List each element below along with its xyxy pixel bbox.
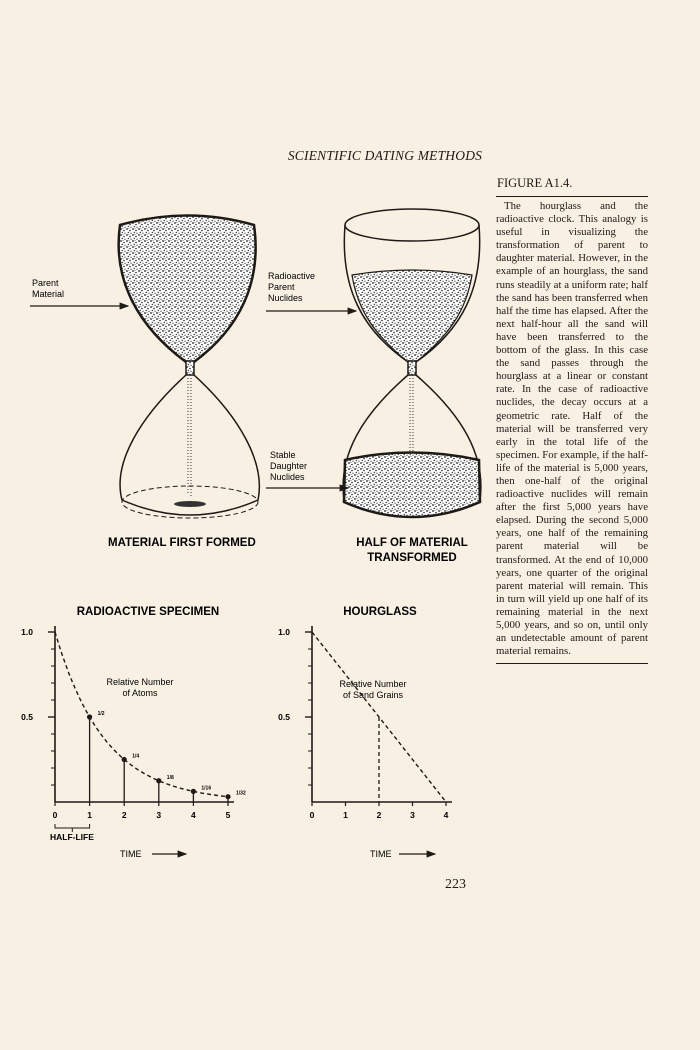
chart1-point-label: 1/4 <box>132 753 140 760</box>
chart1-point-label: 1/2 <box>97 711 105 717</box>
chart2-x-tick-label: 2 <box>376 810 382 820</box>
chart1-point-label: 1/32 <box>236 790 246 797</box>
chart1-point-label: 1/16 <box>201 785 212 792</box>
chart1-y-tick-label: 0.5 <box>21 712 33 722</box>
chart2-x-tick-label: 0 <box>309 810 315 820</box>
chart1-half-life-bracket <box>55 824 90 828</box>
chart1-annotation-line2: of Atoms <box>122 688 158 698</box>
radioactive-specimen-chart <box>21 606 246 859</box>
chart2-y-tick-label: 1.0 <box>278 627 290 637</box>
chart1-data-point <box>122 757 127 762</box>
hourglass-right-title-line2: TRANSFORMED <box>367 552 457 564</box>
page-number: 223 <box>445 877 466 892</box>
chart1-title: RADIOACTIVE SPECIMEN <box>76 606 220 618</box>
stable-daughter-label-line3: Nuclides <box>270 472 305 482</box>
hourglass-right-rim <box>345 209 479 241</box>
hourglass-left-sand-pile <box>174 501 206 507</box>
chart1-point-label: 1/8 <box>166 774 174 781</box>
stable-daughter-label-line1: Stable <box>270 450 296 460</box>
parent-material-label-line1: Parent <box>32 278 59 288</box>
chart2-annotation-line2: of Sand Grains <box>342 690 404 700</box>
radioactive-parent-label-line1: Radioactive <box>268 271 316 281</box>
chart1-x-tick-label: 3 <box>156 810 162 820</box>
chart1-x-tick-label: 4 <box>191 810 196 820</box>
stable-daughter-label-line2: Daughter <box>270 461 308 471</box>
hourglass-chart <box>278 606 452 859</box>
hourglass-right-top-sand <box>352 270 472 362</box>
chart1-x-tick-label: 2 <box>121 810 127 820</box>
chart2-annotation-line1: Relative Number <box>339 679 407 689</box>
hourglass-right-title-line1: HALF OF MATERIAL <box>356 537 468 549</box>
radioactive-parent-label-line3: Nuclides <box>268 293 303 303</box>
parent-material-label-line2: Material <box>32 289 65 299</box>
chart2-xlabel: TIME <box>370 849 392 859</box>
hourglass-left-sand-stream <box>188 375 191 497</box>
chart1-data-point <box>156 778 161 783</box>
hourglass-left-neck <box>186 361 194 375</box>
figure-label: FIGURE A1.4. <box>497 176 573 190</box>
chart2-x-tick-label: 1 <box>343 810 348 820</box>
hourglass-right-neck <box>408 361 416 375</box>
hourglass-left-bottom-bulb <box>120 375 259 515</box>
chart1-y-tick-label: 1.0 <box>21 627 33 637</box>
caption-text: The hourglass and the radioactive clock. This analogy is useful in visualizing the transformation of parent to daughter material. However, in the example of an hourglass, the sand runs steadily at a uniform rate; half the sand has been transferred when half the time has elapsed. After the next half-hour all the sand will have been transferred to the bottom of the glass. In this case the sand passes through the hourglass at a linear or constant rate. In the case of radioactive nuclides, the decay occurs at a geometric rate. Half of the material will be transferred very early in the total life of the specimen. For example, if the half-life of the material is 5,000 years, then one-half of the original radioactive nuclides will remain after the first 5,000 years have elapsed. During the second 5,000 years, one half of the remaining parent material will be transformed. At the end of 10,000 years, one quarter of the original parent material will remain. This in turn will yield up one half of its remaining material in the next 5,000 years, and so on, until only an undetectable amount of parent material remains. <box>496 200 648 658</box>
chart1-data-point <box>191 789 196 794</box>
chart1-x-tick-label: 0 <box>52 810 58 820</box>
hourglass-left <box>30 216 259 550</box>
chart2-title: HOURGLASS <box>343 606 417 618</box>
chart1-decay-curve <box>55 632 228 797</box>
radioactive-parent-label-line2: Parent <box>268 282 295 292</box>
chart1-x-tick-label: 1 <box>87 810 92 820</box>
chart1-annotation-line1: Relative Number <box>106 677 174 687</box>
chart1-data-point <box>87 714 92 719</box>
chart1-xlabel: TIME <box>120 849 142 859</box>
hourglass-left-top-bulb-sand <box>119 216 256 363</box>
chart1-half-life-label: HALF-LIFE <box>50 832 94 842</box>
chart1-data-point <box>225 794 230 799</box>
hourglass-right <box>266 209 481 564</box>
running-head: SCIENTIFIC DATING METHODS <box>287 148 483 163</box>
chart2-x-tick-label: 3 <box>410 810 415 820</box>
hourglass-right-sand-stream <box>410 375 413 455</box>
chart2-x-tick-label: 4 <box>443 810 449 820</box>
hourglass-left-title: MATERIAL FIRST FORMED <box>108 537 256 549</box>
hourglass-right-bottom-sand <box>344 453 480 518</box>
chart1-x-tick-label: 5 <box>225 810 231 820</box>
chart2-y-tick-label: 0.5 <box>278 712 290 722</box>
